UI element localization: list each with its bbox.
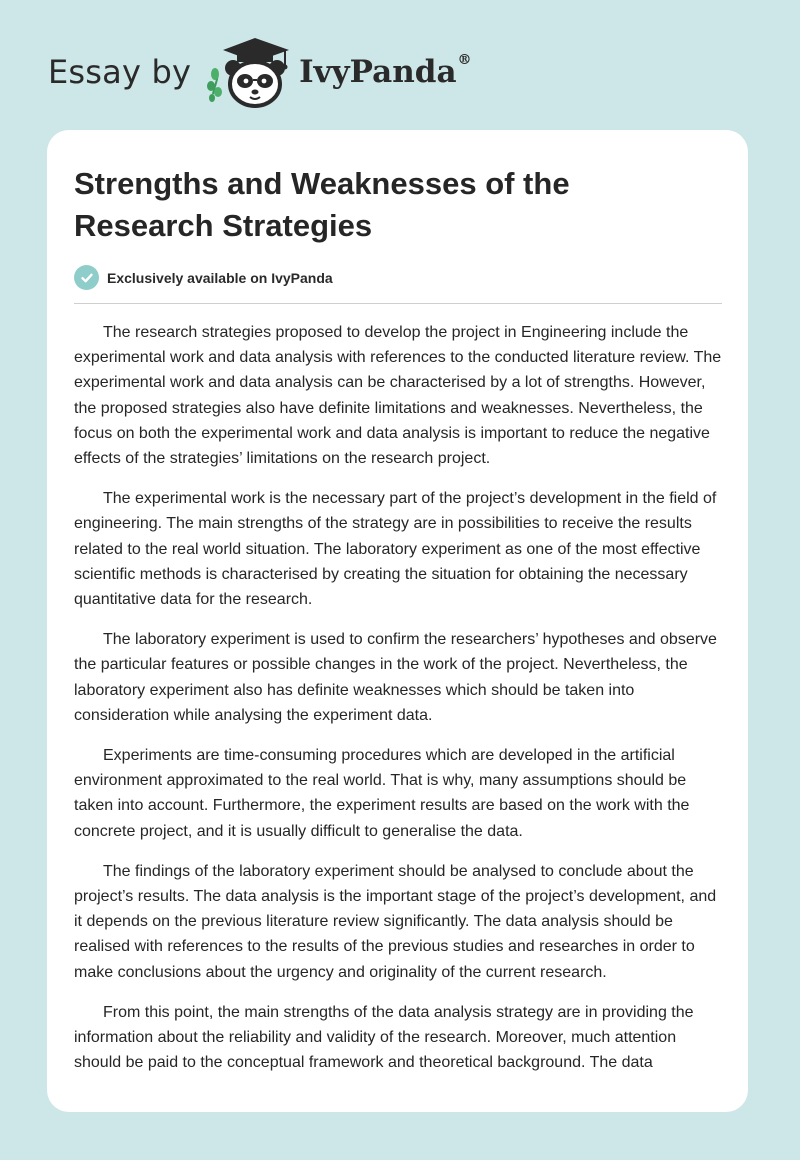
paragraph: The experimental work is the necessary part of the project’s development in the field of engineering. The main strengths of the strategy are in possibilities to receive the results related to the real world situation. The laboratory experiment as one of the most effective scientific methods is characterised by creating the situation for obtaining the necessary quantitative data for the research.	[74, 490, 717, 609]
divider	[74, 303, 722, 304]
essay-body	[74, 320, 726, 1090]
exclusive-badge	[74, 265, 333, 290]
brand-prefix: Essay by	[48, 53, 192, 91]
paragraph: Experiments are time-consuming procedures which are developed in the artificial environment approximated to the real world. That is why, many assumptions should be taken into account. Furthermore, the experiment results are based on the work with the concrete project, and it is usually difficult to generalise the data.	[74, 747, 690, 840]
panda-logo-icon[interactable]	[205, 34, 295, 110]
site-header	[48, 32, 472, 112]
page-title: Strengths and Weaknesses of the Research Strategies	[74, 166, 570, 243]
paragraph: From this point, the main strengths of the data analysis strategy are in providing the information about the reliability and validity of the research. Moreover, much attention should be paid to the conceptual framework and theoretical background. The data	[74, 1003, 694, 1072]
paragraph: The laboratory experiment is used to confirm the researchers’ hypotheses and observe the particular features or possible changes in the work of the project. Nevertheless, the laboratory experiment also has definite weaknesses which should be taken into consideration while analysing the experiment data.	[74, 631, 717, 724]
brand-name[interactable]	[299, 54, 471, 90]
brand-name-text: IvyPanda	[299, 54, 457, 90]
exclusive-badge-text: Exclusively available on IvyPanda	[107, 269, 333, 286]
paragraph: The findings of the laboratory experiment should be analysed to conclude about the project’s results. The data analysis is the important stage of the project’s development, and it depends on the previous literature review significantly. The data analysis should be realised with references to the results of the previous studies and researches in order to make conclusions about the urgency and originality of the current research.	[74, 862, 717, 981]
registered-mark: ®	[457, 52, 472, 68]
essay-card	[47, 130, 748, 1112]
paragraph: The research strategies proposed to develop the project in Engineering include the experimental work and data analysis with references to the conducted literature review. The experimental work and data analysis can be characterised by a lot of strengths. However, the proposed strategies also have definite limitations and weaknesses. Nevertheless, the focus on both the experimental work and data analysis is important to reduce the negative effects of the strategies’ limitations on the research project.	[74, 324, 722, 468]
checkmark-icon	[74, 265, 99, 290]
